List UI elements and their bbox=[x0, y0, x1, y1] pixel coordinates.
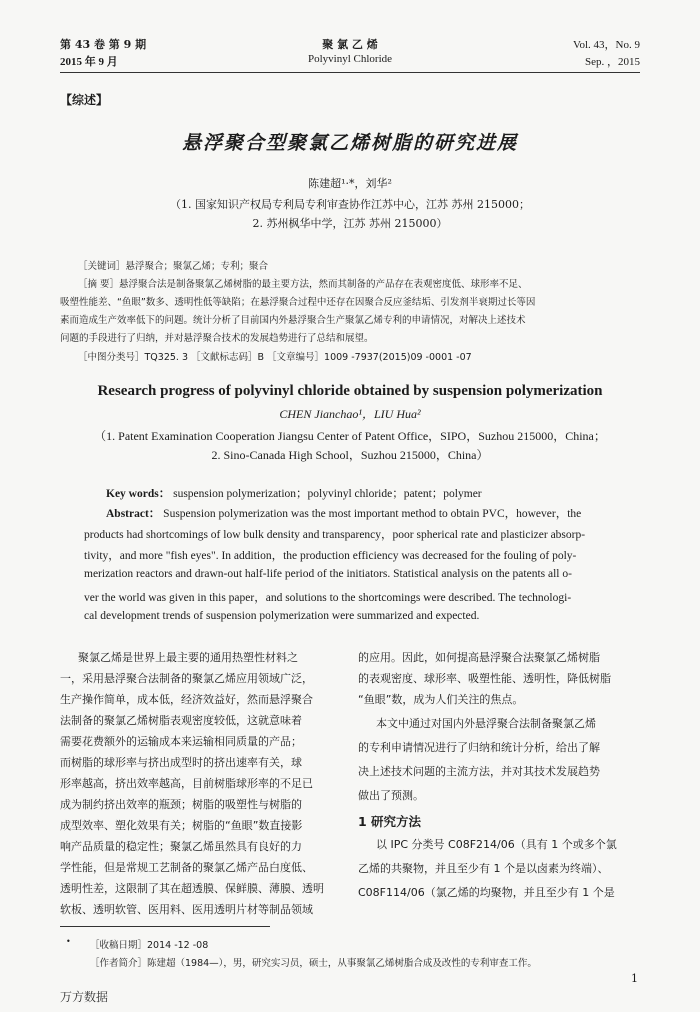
keywords-en-row bbox=[106, 485, 482, 501]
abstract-cn-line: 问题的手段进行了归纳，并对悬浮聚合技术的发展趋势进行了总结和展望。 bbox=[60, 333, 374, 344]
keywords-en: suspension polymerization；polyvinyl chloride；patent；polymer bbox=[173, 488, 482, 500]
body-left-line: 一，采用悬浮聚合法制备的聚氯乙烯应用领域广泛， bbox=[60, 672, 313, 685]
body-left-line: 生产操作简单，成本低，经济效益好，然而悬浮聚合 bbox=[60, 693, 313, 706]
body-left-line: 聚氯乙烯是世界上最主要的通用热塑性材料之 bbox=[78, 651, 298, 664]
body-right-line: C08F114/06（氯乙烯的均聚物，并且至少有 1 个是 bbox=[358, 886, 615, 899]
footnote-received: ［收稿日期］2014 -12 -08 bbox=[90, 940, 209, 951]
keywords-en-label: Key words： bbox=[106, 488, 171, 500]
abstract-en-text: Suspension polymerization was the most important method to obtain PVC，however，the bbox=[163, 508, 582, 520]
footnote-bullet: • bbox=[66, 937, 71, 946]
body-left-line: 而树脂的球形率与挤出成型时的挤出速率有关，球 bbox=[60, 756, 302, 769]
watermark: 万方数据 bbox=[60, 990, 109, 1004]
affiliation-cn-2: 2. 苏州枫华中学，江苏 苏州 215000） bbox=[252, 217, 448, 230]
header-rule bbox=[60, 72, 640, 73]
abstract-cn-line: 吸塑性能差、“鱼眼”数多、透明性低等缺陷；在悬浮聚合过程中还存在因聚合反应釜结垢、引发剂半衰期过长等因 bbox=[60, 297, 536, 308]
abstract-cn-line: ［摘 要］悬浮聚合法是制备聚氯乙烯树脂的最主要方法，然而其制备的产品存在表观密度低、球形率不足、 bbox=[78, 279, 528, 290]
body-right-line: 的应用。因此，如何提高悬浮聚合法聚氯乙烯树脂 bbox=[358, 651, 600, 664]
header-date-en: Sep. ，2015 bbox=[585, 56, 640, 68]
abstract-en-line: ver the world was given in this paper，and solutions to the shortcomings were described. The technologi- bbox=[84, 592, 572, 604]
abstract-en-line: tivity，and more "fish eyes". In addition，the production efficiency was decreased for the fouling of poly- bbox=[84, 550, 577, 562]
abstract-en-line bbox=[106, 505, 581, 521]
abstract-en-line: cal development trends of suspension polymerization were summarized and expected. bbox=[84, 610, 480, 622]
body-right-line: 以 IPC 分类号 C08F214/06（具有 1 个或多个氯 bbox=[376, 838, 617, 851]
footnote-rule bbox=[60, 926, 270, 927]
authors-en: CHEN Jianchao¹，LIU Hua² bbox=[279, 407, 421, 421]
abstract-en-line: merization reactors and drawn-out half-life period of the initiators. Statistical analysis on the patents all o- bbox=[84, 568, 572, 580]
header-date-cn: 2015 年 9 月 bbox=[60, 56, 118, 68]
body-right-line: 的专利申请情况进行了归纳和统计分析，给出了解 bbox=[358, 741, 600, 754]
body-left-line: 响产品质量的稳定性；聚氯乙烯虽然具有良好的力 bbox=[60, 840, 302, 853]
abstract-cn-line: 素而造成生产效率低下的问题。统计分析了目前国内外悬浮聚合生产聚氯乙烯专利的申请情况，对解决上述技术 bbox=[60, 315, 526, 326]
abstract-en-label: Abstract： bbox=[106, 508, 161, 520]
body-right-line: 本文中通过对国内外悬浮聚合法制备聚氯乙烯 bbox=[376, 717, 596, 730]
section-heading: 1 研究方法 bbox=[358, 814, 422, 829]
body-right-line: 的表观密度、球形率、吸塑性能、透明性，降低树脂 bbox=[358, 672, 611, 685]
body-left-line: 需要花费额外的运输成本来运输相同质量的产品； bbox=[60, 735, 302, 748]
body-left-line: 法制备的聚氯乙烯树脂表观密度较低，这就意味着 bbox=[60, 714, 302, 727]
body-left-line: 软板、透明软管、医用料、医用透明片材等制品领域 bbox=[60, 903, 313, 916]
body-right-line: 做出了预测。 bbox=[358, 789, 424, 802]
affiliation-cn-1: （1. 国家知识产权局专利局专利审查协作江苏中心，江苏 苏州 215000； bbox=[170, 198, 530, 211]
title-en: Research progress of polyvinyl chloride obtained by suspension polymerization bbox=[97, 383, 603, 399]
header-volume-issue: 第 43 卷 第 9 期 bbox=[60, 38, 147, 51]
affiliation-en-1: （1. Patent Examination Cooperation Jiangsu Center of Patent Office，SIPO，Suzhou 215000，China； bbox=[94, 429, 606, 443]
body-left-line: 学性能，但是常规工艺制备的聚氯乙烯产品白度低、 bbox=[60, 861, 313, 874]
affiliation-en-2: 2. Sino-Canada High School，Suzhou 215000，China） bbox=[211, 448, 489, 462]
header-journal-cn: 聚 氯 乙 烯 bbox=[322, 38, 378, 51]
footnote-author-bio: ［作者简介］陈建超（1984—），男，研究实习员，硕士，从事聚氯乙烯树脂合成及改性的专利审查工作。 bbox=[90, 958, 537, 969]
body-left-line: 成为制约挤出效率的瓶颈；树脂的吸塑性与树脂的 bbox=[60, 798, 302, 811]
authors-cn: 陈建超¹·*，刘华² bbox=[308, 177, 392, 190]
section-tag: 【综述】 bbox=[60, 93, 109, 107]
keywords-cn: ［关键词］悬浮聚合；聚氯乙烯；专利；聚合 bbox=[78, 261, 269, 272]
abstract-en-line: products had shortcomings of low bulk density and transparency，poor spherical rate and plasticizer absorp- bbox=[84, 529, 586, 541]
classification-cn: ［中图分类号］TQ325. 3 ［文献标志码］B ［文章编号］1009 -7937(2015)09 -0001 -07 bbox=[78, 352, 472, 363]
title-cn: 悬浮聚合型聚氯乙烯树脂的研究进展 bbox=[181, 132, 518, 154]
body-left-line: 透明性差，这限制了其在超透膜、保鲜膜、薄膜、透明 bbox=[60, 882, 324, 895]
page-number: 1 bbox=[631, 972, 638, 985]
header-volume-en: Vol. 43，No. 9 bbox=[572, 39, 640, 51]
body-right-line: 决上述技术问题的主流方法，并对其技术发展趋势 bbox=[358, 765, 600, 778]
body-left-line: 成型效率、塑化效果有关；树脂的“鱼眼”数直接影 bbox=[60, 819, 303, 832]
body-left-line: 形率越高，挤出效率越高，目前树脂球形率的不足已 bbox=[60, 777, 313, 790]
body-right-line: “鱼眼”数，成为人们关注的焦点。 bbox=[358, 693, 524, 706]
header-journal-en: Polyvinyl Chloride bbox=[307, 53, 393, 65]
body-right-line: 乙烯的共聚物，并且至少有 1 个是以卤素为终端）、 bbox=[358, 862, 609, 875]
